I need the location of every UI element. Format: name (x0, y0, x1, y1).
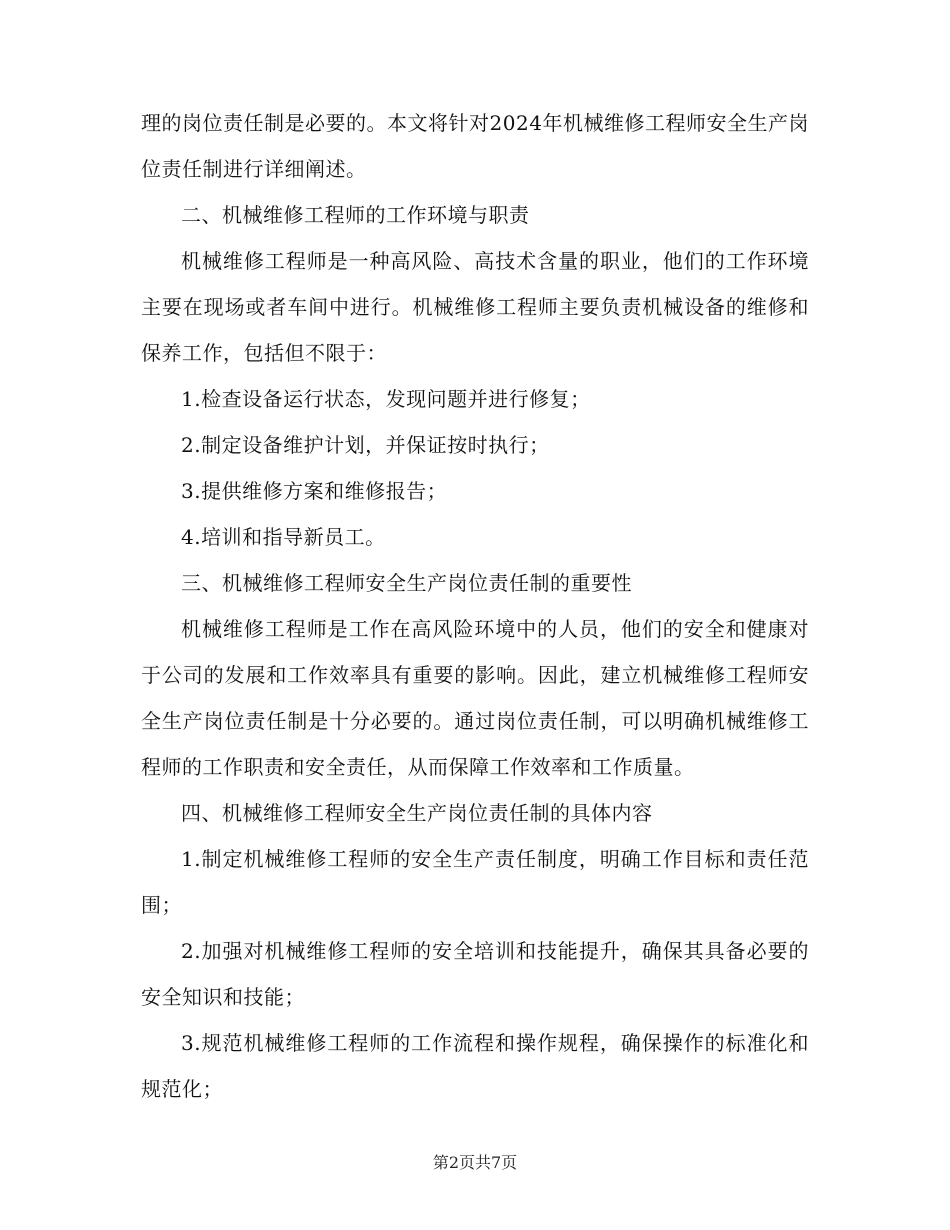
section-heading-4: 四、机械维修工程师安全生产岗位责任制的具体内容 (181, 801, 653, 825)
list-item-content-3: 3.规范机械维修工程师的工作流程和操作规程，确保操作的标准化和规范化； (141, 1031, 809, 1101)
paragraph-importance: 机械维修工程师是工作在高风险环境中的人员，他们的安全和健康对于公司的发展和工作效率具有重要的影响。因此，建立机械维修工程师安全生产岗位责任制是十分必要的。通过岗位责任制，可以明确机械维修工程师的工作职责和安全责任，从而保障工作效率和工作质量。 (141, 617, 809, 779)
paragraph-work-environment: 机械维修工程师是一种高风险、高技术含量的职业，他们的工作环境主要在现场或者车间中进行。机械维修工程师主要负责机械设备的维修和保养工作，包括但不限于： (141, 249, 809, 365)
list-item-content-2: 2.加强对机械维修工程师的安全培训和技能提升，确保其具备必要的安全知识和技能； (141, 939, 809, 1009)
section-heading-2: 二、机械维修工程师的工作环境与职责 (181, 203, 530, 227)
list-item-duty-3: 3.提供维修方案和维修报告； (181, 479, 448, 503)
list-item-duty-2: 2.制定设备维护计划，并保证按时执行； (181, 433, 550, 457)
list-item-duty-1: 1.检查设备运行状态，发现问题并进行修复； (181, 387, 591, 411)
page-number-footer: 第2页共7页 (432, 1153, 518, 1172)
document-body (141, 100, 809, 1112)
list-item-duty-4: 4.培训和指导新员工。 (181, 525, 386, 549)
paragraph-intro-continuation: 理的岗位责任制是必要的。本文将针对2024年机械维修工程师安全生产岗位责任制进行详细阐述。 (141, 111, 809, 181)
section-heading-3: 三、机械维修工程师安全生产岗位责任制的重要性 (181, 571, 632, 595)
list-item-content-1: 1.制定机械维修工程师的安全生产责任制度，明确工作目标和责任范围； (141, 847, 809, 917)
